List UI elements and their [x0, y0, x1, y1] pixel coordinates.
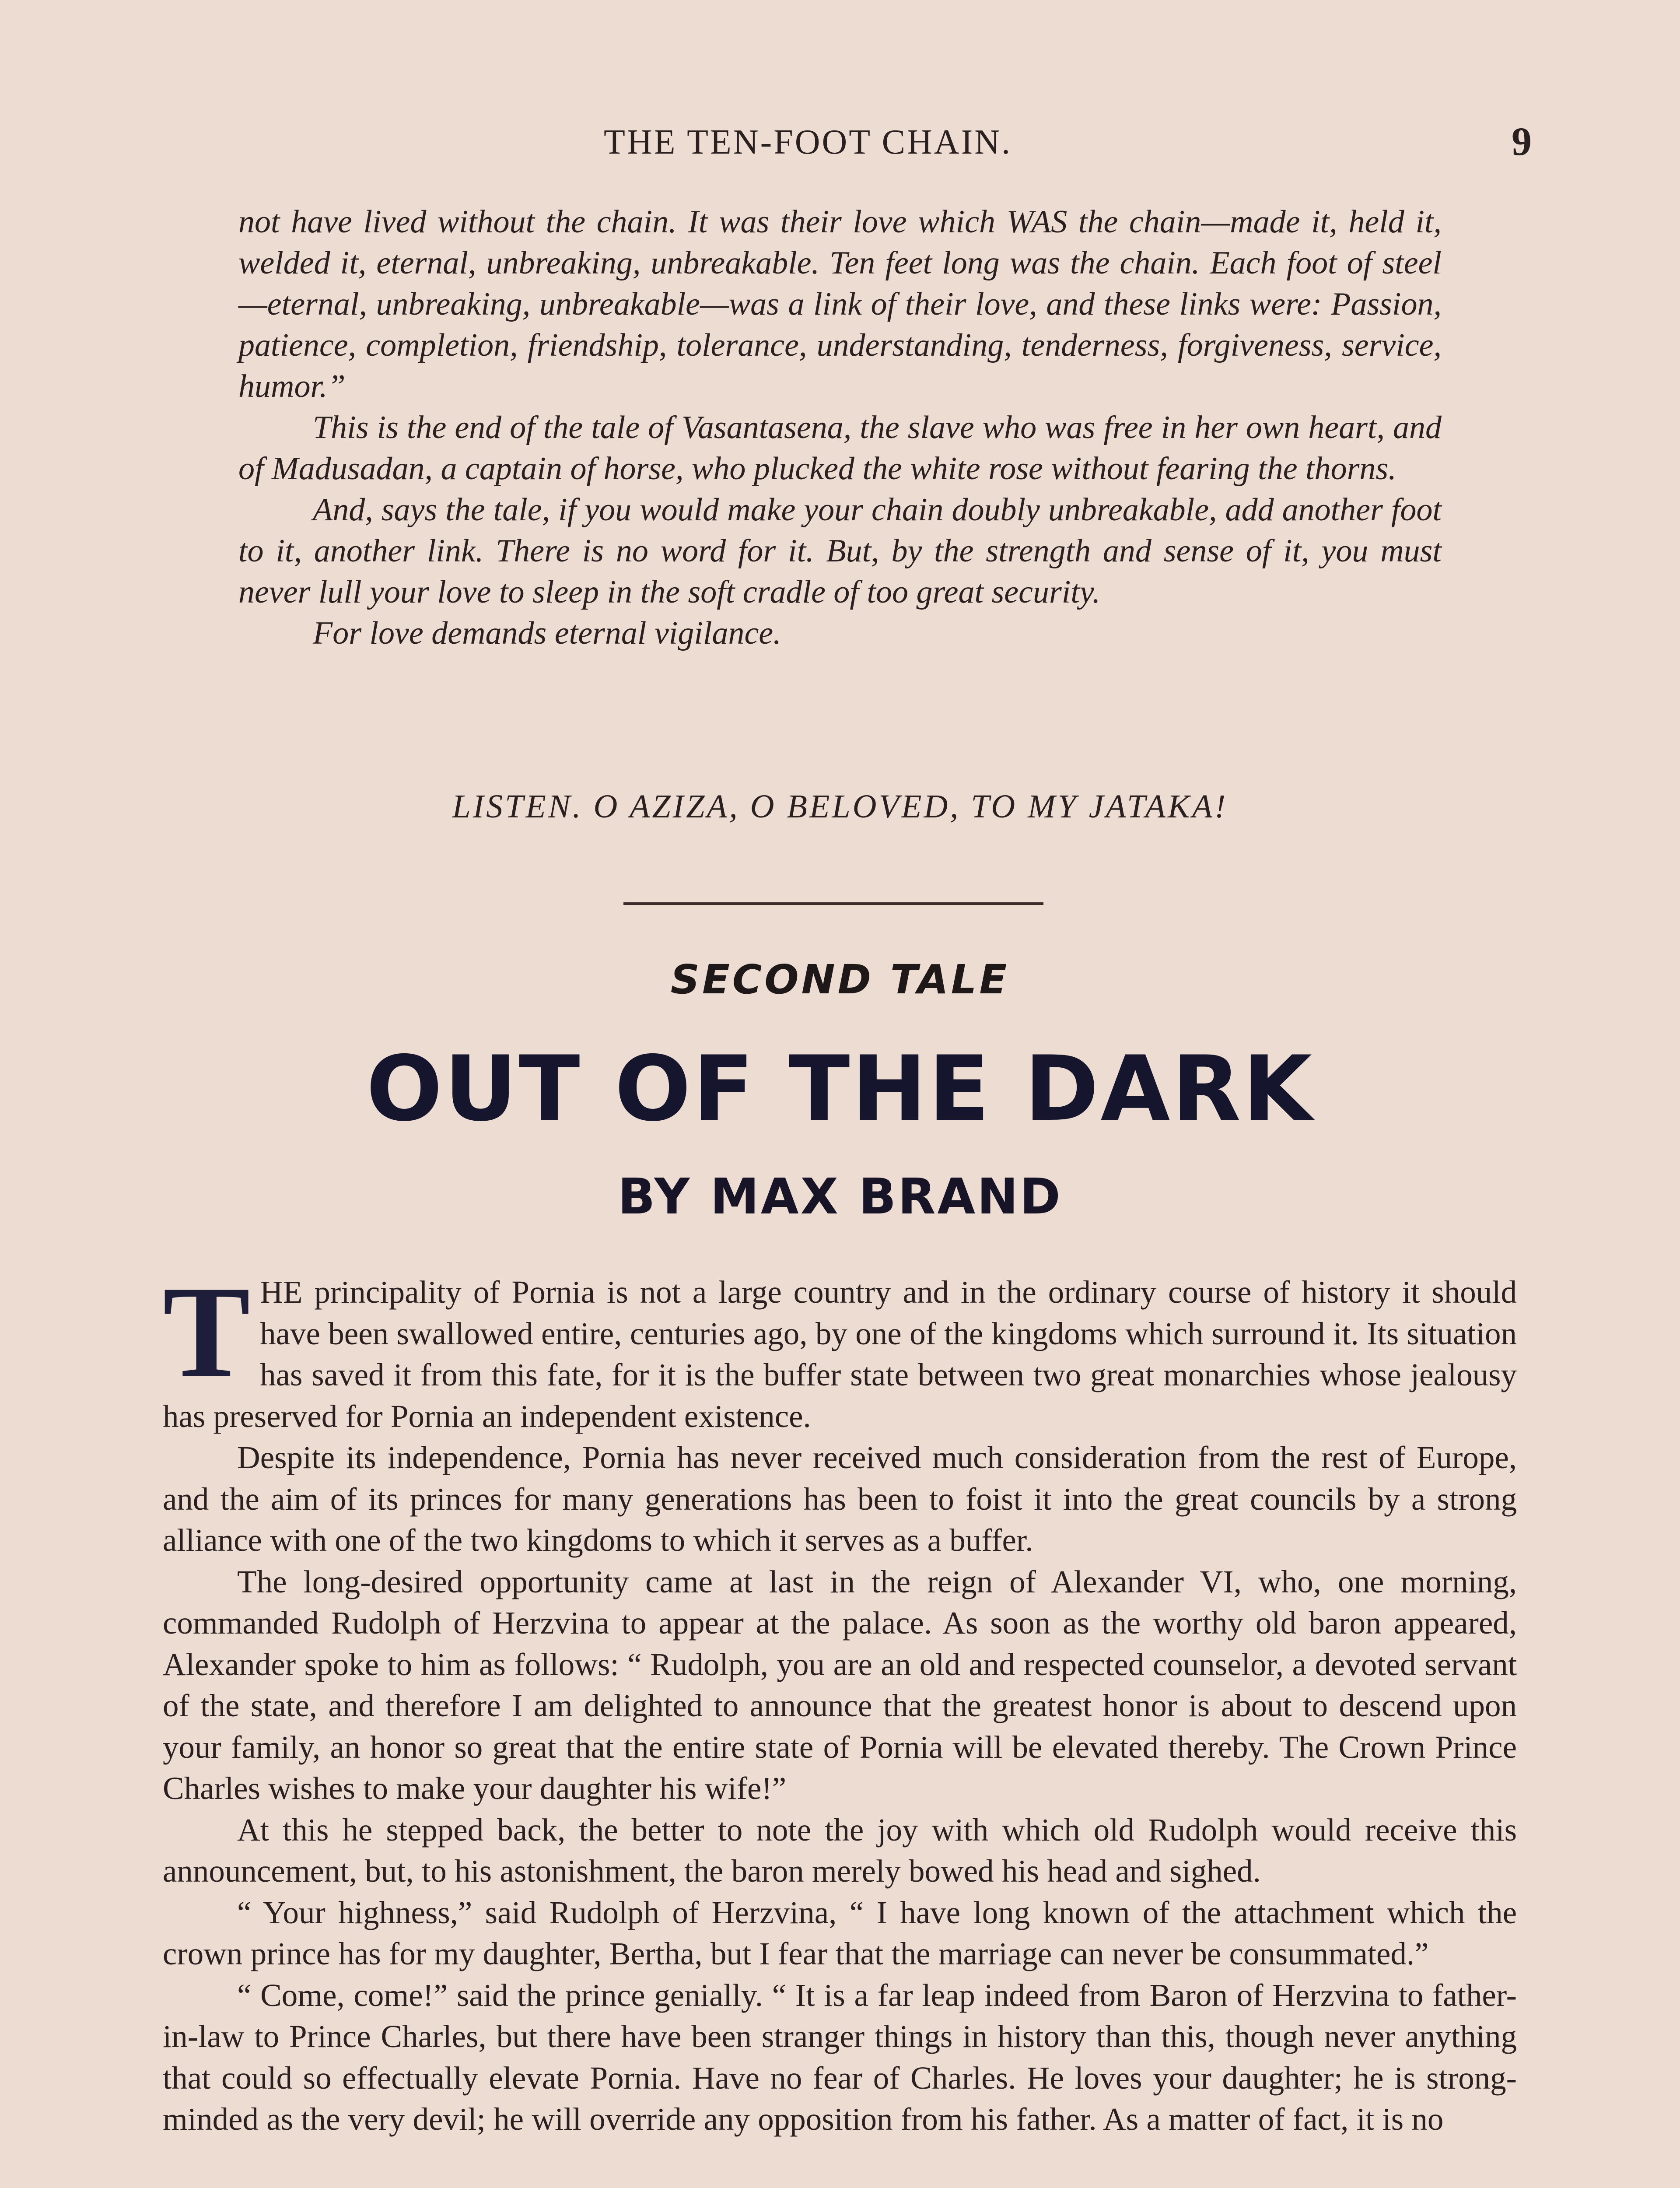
story-paragraph: At this he stepped back, the better to note the joy with which old Rudolph would receive this announcement, but, to his astonishment, the baron merely bowed his head and sighed. [163, 1812, 1517, 1889]
story-body [163, 1259, 1517, 2140]
page-number: 9 [1512, 119, 1532, 164]
closing-line: LISTEN. O AZIZA, O BELOVED, TO MY JATAKA! [452, 788, 1228, 825]
first-paragraph-text: HE principality of Pornia is not a large country and in the ordinary course of history it should have been swallowed entire, centuries ago, by one of the kingdoms which surround it. Its situation has saved it from this fate, for it is the buffer state between two great monarchies whose jealousy has preserved for Pornia an independent existence. [163, 1274, 1517, 1434]
section-divider [623, 902, 1043, 905]
tale-label: SECOND TALE [670, 956, 1010, 1003]
story-paragraph: “ Your highness,” said Rudolph of Herzvina, “ I have long known of the attachment which the crown prince has for my daughter, Bertha, but I fear that the marriage can never be consummated.” [163, 1894, 1517, 1971]
drop-cap: T [163, 1259, 251, 1404]
prev-tale-paragraph: not have lived without the chain. It was their love which WAS the chain—made it, held it, welded it, eternal, unbreaking, unbreakable. Ten feet long was the chain. Each foot of steel—eternal, unbreaking, unbreakable—was a link of their love, and these links were: Passion, patience, completion, friendship, tolerance, understanding, tenderness, forgiveness, service, humor.” [238, 204, 1442, 404]
byline: BY MAX BRAND [618, 1168, 1062, 1225]
running-header: THE TEN-FOOT CHAIN. [604, 123, 1012, 161]
story-paragraph: Despite its independence, Pornia has never received much consideration from the rest of Europe, and the aim of its princes for many generations has been to foist it into the great councils by a strong alliance with one of the two kingdoms to which it serves as a buffer. [163, 1440, 1517, 1558]
story-title: OUT OF THE DARK [366, 1037, 1314, 1141]
story-paragraph: The long-desired opportunity came at last in the reign of Alexander VI, who, one morning, commanded Rudolph of Herzvina to appear at the palace. As soon as the worthy old baron appeared, Alexander spoke to him as follows: “ Rudolph, you are an old and respected counselor, a devoted servant of the state, and therefore I am delighted to announce that the greatest honor is about to descend upon your family, an honor so great that the entire state of Pornia will be elevated thereby. The Crown Prince Charles wishes to make your daughter his wife!” [163, 1564, 1517, 1806]
story-paragraph: “ Come, come!” said the prince genially. “ It is a far leap indeed from Baron of Herzvina to father-in-law to Prince Charles, but there have been stranger things in history than this, though never anything that could so effectually elevate Pornia. Have no fear of Charles. He loves your daughter; he is strong-minded as the very devil; he will override any opposition from his father. As a matter of fact, it is no [163, 1977, 1517, 2137]
prev-tale-paragraph: This is the end of the tale of Vasantasena, the slave who was free in her own heart, and of Madusadan, a captain of horse, who plucked the white rose without fearing the thorns. [238, 410, 1442, 487]
prev-tale-paragraph: And, says the tale, if you would make your chain doubly unbreakable, add another foot to it, another link. There is no word for it. But, by the strength and sense of it, you must never lull your love to sleep in the soft cradle of too great security. [238, 492, 1442, 610]
story-paragraph [163, 1259, 1517, 1437]
previous-tale-ending [238, 201, 1442, 654]
prev-tale-paragraph: For love demands eternal vigilance. [313, 615, 781, 651]
